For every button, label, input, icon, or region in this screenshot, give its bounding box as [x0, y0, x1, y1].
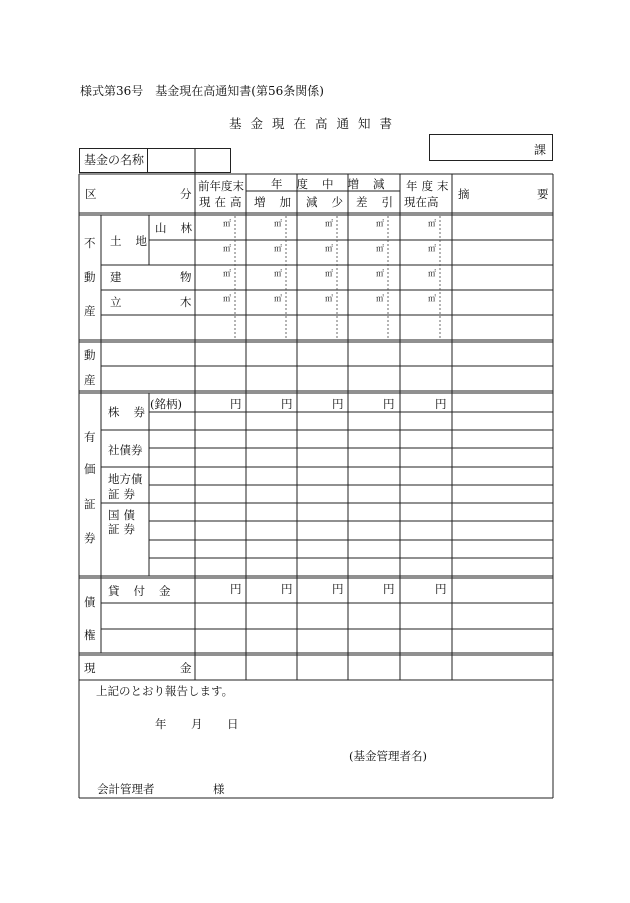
table-horizontal-lines: [79, 174, 553, 798]
claims-char-2: 権: [84, 628, 96, 642]
building-label-right: 物: [180, 270, 192, 284]
local-bonds-label-2: 証券: [108, 487, 139, 501]
stock-yen-unit-1: 円: [281, 397, 293, 411]
remarks-label-right: 要: [537, 187, 549, 201]
form-number-title: 様式第36号 基金現在高通知書(第56条関係): [80, 84, 324, 98]
cash-label-left: 現: [84, 661, 96, 675]
sqm-unit-0-0: ㎡: [223, 219, 231, 228]
loan-yen-unit-0: 円: [230, 582, 242, 596]
sqm-unit-1-4: ㎡: [428, 244, 436, 253]
loan-yen-unit-2: 円: [332, 582, 344, 596]
real-estate-char-3: 産: [84, 304, 96, 318]
cash-label-right: 金: [180, 661, 192, 675]
sqm-unit-2-4: ㎡: [428, 269, 436, 278]
decrease-label: 減少: [306, 195, 357, 209]
loan-yen-unit-3: 円: [383, 582, 395, 596]
table-dashed-lines: [235, 216, 440, 340]
sqm-unit-0-4: ㎡: [428, 219, 436, 228]
net-label: 差引: [356, 195, 407, 209]
mountain-forest-label: 山林: [155, 221, 206, 235]
sqm-unit-2-3: ㎡: [376, 269, 384, 278]
stock-yen-unit-0: 円: [230, 397, 242, 411]
prev-year-label-2: 現在高: [199, 195, 246, 209]
land-label: 土地: [110, 234, 161, 248]
date-year-label: 年: [155, 717, 167, 731]
sqm-unit-1-3: ㎡: [376, 244, 384, 253]
local-bonds-label-1: 地方債: [108, 472, 143, 486]
stock-yen-unit-2: 円: [332, 397, 344, 411]
report-statement: 上記のとおり報告します。: [96, 684, 234, 698]
fund-manager-name-label: (基金管理者名): [349, 749, 427, 763]
category-label-right: 分: [180, 187, 192, 201]
department-label: 課: [533, 143, 546, 157]
sqm-unit-1-1: ㎡: [274, 244, 282, 253]
cbm-unit-4: ㎥: [428, 294, 436, 303]
category-label-left: 区: [85, 187, 97, 201]
sqm-unit-0-3: ㎡: [376, 219, 384, 228]
movable-char-2: 産: [84, 373, 96, 387]
remarks-label-left: 摘: [458, 187, 470, 201]
date-month-label: 月: [191, 717, 203, 731]
securities-char-2: 価: [84, 462, 96, 476]
sqm-unit-0-1: ㎡: [274, 219, 282, 228]
honorific-label: 様: [213, 782, 225, 796]
movable-char-1: 動: [84, 348, 96, 362]
standing-timber-label-right: 木: [180, 295, 192, 309]
cbm-unit-2: ㎥: [325, 294, 333, 303]
stocks-label: 株券: [108, 405, 159, 419]
fund-name-label: 基金の名称: [80, 149, 148, 172]
securities-char-3: 証: [84, 497, 96, 511]
document-title: 基金現在高通知書: [228, 116, 401, 131]
loan-yen-unit-1: 円: [281, 582, 293, 596]
standing-timber-label-left: 立: [110, 295, 122, 309]
bonds-label: 社債券: [108, 443, 143, 457]
real-estate-char-1: 不: [84, 236, 96, 250]
increase-label: 増加: [254, 195, 305, 209]
building-label-left: 建: [110, 270, 122, 284]
sqm-unit-2-0: ㎡: [223, 269, 231, 278]
cbm-unit-1: ㎥: [274, 294, 282, 303]
sqm-unit-1-2: ㎡: [325, 244, 333, 253]
annual-change-header: 年度中増減: [271, 177, 399, 191]
prev-year-label-1: 前年度末: [198, 179, 244, 193]
brand-label: (銘柄): [150, 397, 182, 411]
securities-char-1: 有: [84, 430, 96, 444]
stock-yen-unit-4: 円: [435, 397, 447, 411]
cbm-unit-0: ㎥: [223, 294, 231, 303]
sqm-unit-1-0: ㎡: [223, 244, 231, 253]
gov-bonds-label-2: 証券: [108, 522, 139, 536]
accounting-manager-label: 会計管理者: [97, 782, 155, 796]
loan-yen-unit-4: 円: [435, 582, 447, 596]
year-end-label-1: 年度末: [406, 179, 453, 193]
date-day-label: 日: [227, 717, 239, 731]
sqm-unit-2-1: ㎡: [274, 269, 282, 278]
claims-char-1: 債: [84, 595, 96, 609]
sqm-unit-2-2: ㎡: [325, 269, 333, 278]
cbm-unit-3: ㎥: [376, 294, 384, 303]
loans-label: 貸付金: [108, 584, 185, 598]
real-estate-char-2: 動: [84, 270, 96, 284]
gov-bonds-label-1: 国債: [108, 508, 139, 522]
year-end-label-2: 現在高: [404, 195, 439, 209]
securities-char-4: 券: [84, 531, 96, 545]
stock-yen-unit-3: 円: [383, 397, 395, 411]
sqm-unit-0-2: ㎡: [325, 219, 333, 228]
